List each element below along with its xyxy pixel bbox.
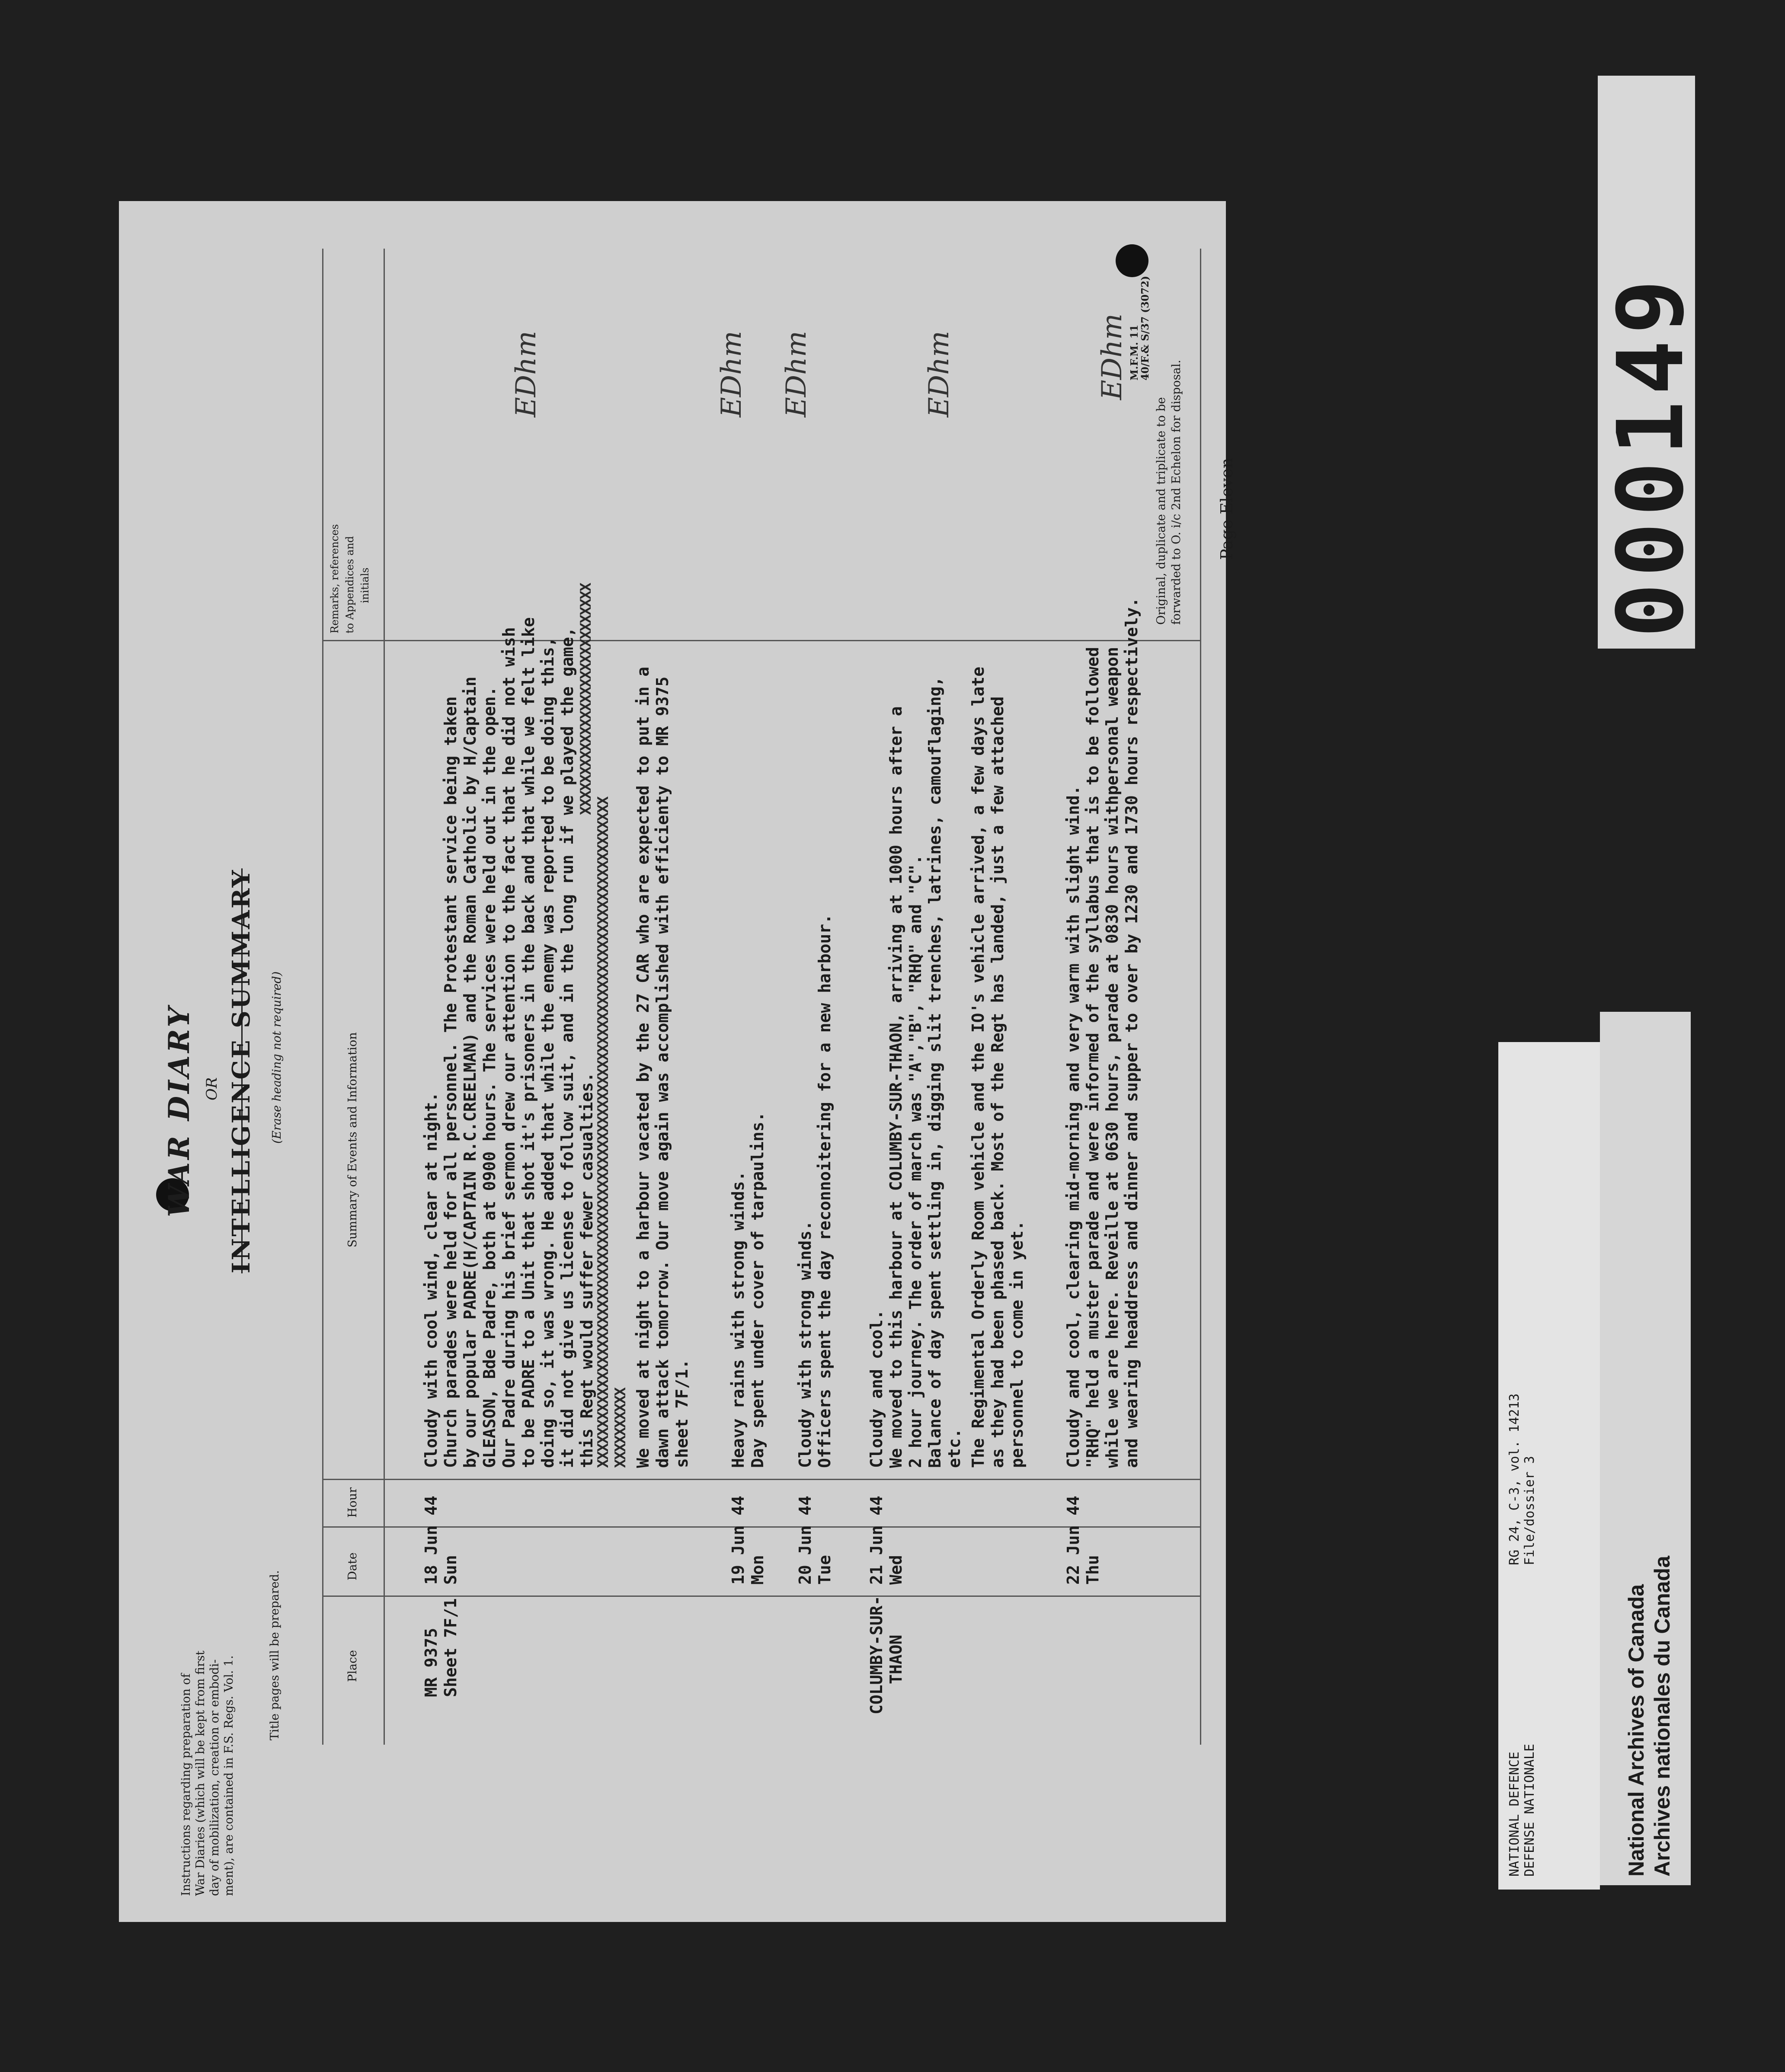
col-sep-hour-summary	[322, 1479, 1200, 1480]
entry-21-line-7: as they had been phased back. Most of the Regt has landed, just a few attached	[988, 696, 1007, 1468]
entry-21-line-1: Cloudy and cool.	[867, 1309, 886, 1468]
archive-reference-1: RG 24, C-3, vol. 14213	[1507, 1393, 1522, 1565]
page-label: Page Eleven	[1217, 457, 1236, 560]
entry-18-place-2: Sheet 7F/1	[441, 1598, 460, 1697]
title-pages-note: Title pages will be prepared.	[268, 1570, 282, 1740]
dept-en: NATIONAL DEFENCE	[1507, 1752, 1522, 1877]
entry-18-date-1: 18 Jun 44	[422, 1496, 441, 1585]
frame-serial-label	[1598, 76, 1704, 649]
archive-reference-tag	[1498, 1042, 1600, 1890]
entry-19-date-2: Mon	[748, 1555, 767, 1585]
entry-19-line-1: Heavy rains with strong winds.	[729, 1171, 748, 1468]
entry-22-date-2: Thu	[1083, 1555, 1102, 1585]
entry-20-initials: EDhm	[781, 331, 813, 417]
frame-serial-number: 000149	[1598, 273, 1704, 638]
entry-21-line-2: We moved to this harbour at COLUMBY-SUR-THAON, arriving at 1000 hours after a	[886, 706, 905, 1468]
entry-19-date-1: 19 Jun 44	[729, 1496, 748, 1585]
entry-18-date-2: Sun	[441, 1555, 460, 1585]
entry-22-line-3: while we are here. Reveille at 0630 hours, parade at 0830 hours withpersonal weapon	[1103, 647, 1122, 1468]
entry-18-line-11: dawn attack tomorrow. Our move again was accomplished with efficienty to MR 9375	[653, 676, 672, 1468]
entry-18-line-10: We moved at night to a harbour vacated by the 27 CAR who are expected to put in a	[633, 666, 653, 1468]
col-header-remarks-2: to Appendices and	[344, 536, 356, 633]
instructions-line-4: ment), are contained in F.S. Regs. Vol. 1.	[222, 1655, 236, 1896]
col-header-remarks-3: initials	[359, 567, 371, 603]
entry-22-line-1: Cloudy and cool, clearing mid-morning and very warm with slight wind.	[1064, 785, 1083, 1468]
entry-20-line-1: Cloudy with strong winds.	[796, 1221, 815, 1468]
war-diary-sheet	[119, 201, 1236, 1922]
entry-18-xed-line-1: XXXXXXXXXXXXXXXXXXXXXXXXXXXXXXXXXXXXXXXXXXXXXXXXXXXXXXXXXXXXXXXXXXXXXXXXXXXXXXXXXXXX	[595, 797, 612, 1468]
disposal-line-1: Original, duplicate and triplicate to be	[1155, 397, 1168, 625]
entry-18-line-1: Cloudy with cool wind, clear at night.	[422, 1092, 441, 1468]
title-or: OR	[203, 1077, 221, 1100]
instructions-line-1: Instructions regarding preparation of	[179, 1673, 193, 1896]
entry-19-line-2: Day spent under cover of tarpaulins.	[748, 1112, 767, 1468]
national-archives-tag	[1600, 1012, 1691, 1885]
entry-18-line-8: it did not give us license to follow suit, and in the long run if we played the game,	[558, 627, 577, 1468]
entry-21-line-3: 2 hour journey. The order of march was "A","B", "RHQ" and "C".	[906, 854, 925, 1468]
entry-21-initials: EDhm	[923, 331, 955, 417]
entry-18-line-3: by our popular PADRE(H/CAPTAIN R.C.CREELMAN) and the Roman Catholic by H/Captain	[461, 676, 480, 1468]
entry-22-line-4: and wearing headdress and dinner and supper to over by 1230 and 1730 hours respectively.	[1122, 597, 1141, 1468]
entry-18-line-2: Church parades were held for all personnel. The Protestant service being taken	[441, 696, 460, 1468]
struck-subtitle: INTELLIGENCE SUMMARY	[227, 868, 256, 1273]
entry-21-line-5: etc.	[945, 1428, 964, 1468]
entry-18-initials: EDhm	[510, 331, 542, 417]
entry-22-line-2: "RHQ" held a muster parade and were informed of the syllabus that is to be followed	[1083, 647, 1102, 1468]
entry-18-xed-tail: XXXXXXXXXXXXXXXXXXXXXXXXXXXXX	[577, 583, 595, 815]
disposal-line-2: forwarded to O. i/c 2nd Echelon for disposal.	[1170, 360, 1183, 625]
nac-french: Archives nationales du Canada	[1650, 1556, 1674, 1877]
entry-22-date-1: 22 Jun 44	[1064, 1496, 1083, 1585]
col-header-hour: Hour	[346, 1487, 359, 1518]
entry-18-line-5: Our Padre during his brief sermon drew our attention to the fact that he did not wish	[499, 627, 518, 1468]
entry-21-line-8: personnel to come in yet.	[1008, 1221, 1027, 1468]
entry-21-place-1: COLUMBY-SUR-	[867, 1596, 886, 1714]
page-title: WAR DIARY	[162, 1004, 196, 1217]
punch-hole-top	[1116, 244, 1148, 277]
form-number-1: M.F.M. 11	[1129, 325, 1140, 381]
col-sep-place-date	[322, 1596, 1200, 1597]
table-right-rule	[1200, 249, 1201, 1745]
header-rule-bottom	[384, 249, 385, 1745]
entry-21-line-4: Balance of day spent settling in, digging slit trenches, latrines, camouflaging,	[925, 676, 944, 1468]
entry-18-line-6: to be PADRE to a Unit that shot it's prisoners in the back and that while we felt like	[519, 617, 538, 1468]
instructions-line-2: War Diaries (which will be kept from first	[194, 1650, 207, 1896]
col-header-date: Date	[346, 1552, 359, 1580]
entry-20-date-2: Tue	[815, 1555, 834, 1585]
archive-reference-2: File/dossier 3	[1522, 1456, 1537, 1565]
col-sep-summary-remarks	[322, 640, 1200, 641]
col-header-place: Place	[346, 1650, 359, 1682]
form-number-2: 40/F.& S/37 (3072)	[1139, 275, 1151, 381]
entry-22-initials: EDhm	[1096, 313, 1128, 400]
dept-fr: DEFENSE NATIONALE	[1522, 1743, 1537, 1877]
entry-18-line-4: GLEASON, Bde Padre, both at 0900 hours. The services were held out in the open.	[480, 686, 499, 1468]
instructions-line-3: day of mobilization, creation or embodi-	[208, 1659, 221, 1896]
entry-21-date-2: Wed	[886, 1555, 905, 1585]
header-rule-top	[322, 249, 323, 1745]
entry-18-xed-line-2: XXXXXXXXXX	[612, 1388, 629, 1468]
entry-18-line-7: doing so, it was wrong. He added that while the enemy was reported to be doing this,	[538, 637, 557, 1468]
col-header-remarks-1: Remarks, references	[329, 524, 341, 633]
entry-21-line-6: The Regimental Orderly Room vehicle and the IO's vehicle arrived, a few days late	[969, 666, 988, 1468]
nac-english: National Archives of Canada	[1624, 1584, 1648, 1877]
col-header-summary: Summary of Events and Information	[346, 1032, 359, 1247]
entry-18-line-12: sheet 7F/1.	[672, 1359, 691, 1468]
entry-20-line-2: Officers spent the day reconnoitering for a new harbour.	[815, 914, 834, 1468]
entry-21-date-1: 21 Jun 44	[867, 1496, 886, 1585]
entry-19-initials: EDhm	[716, 331, 748, 417]
entry-18-place-1: MR 9375	[422, 1628, 441, 1697]
entry-18-line-9: this Regt would suffer fewer casualties.	[577, 1072, 596, 1468]
entry-20-date-1: 20 Jun 44	[796, 1496, 815, 1585]
entry-21-place-2: THAON	[886, 1634, 905, 1684]
erase-heading-note: (Erase heading not required)	[270, 971, 284, 1144]
